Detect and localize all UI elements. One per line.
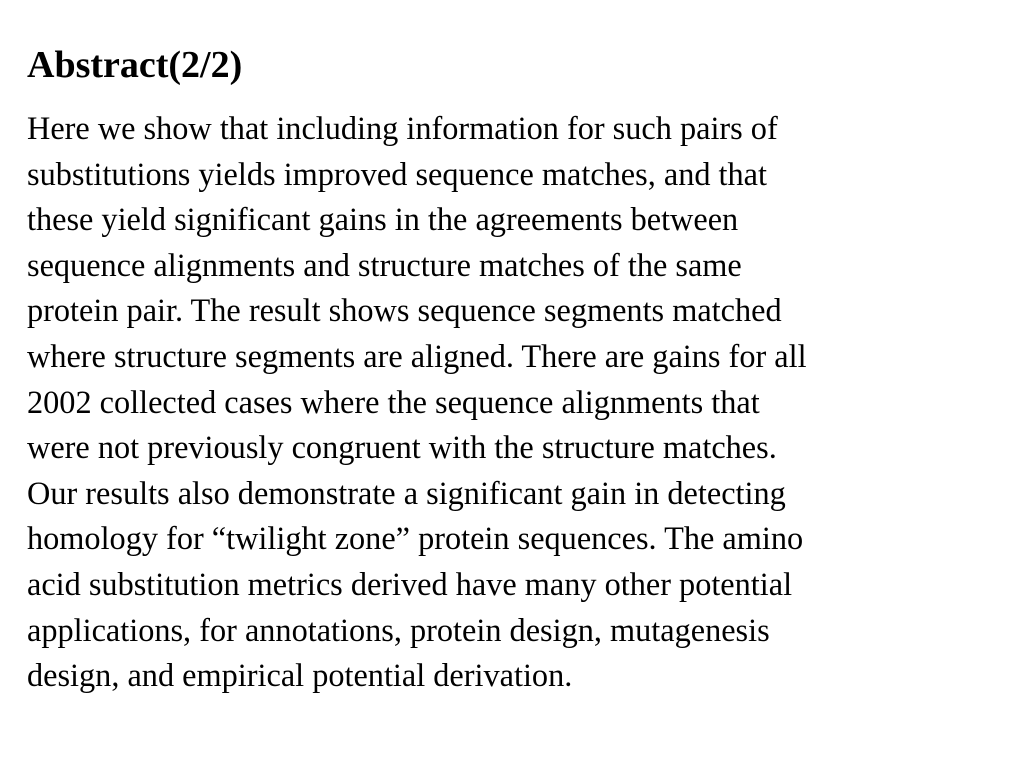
abstract-paragraph	[27, 106, 1002, 699]
abstract-line: sequence alignments and structure matches of the same	[27, 246, 742, 283]
abstract-line: were not previously congruent with the structure matches.	[27, 429, 777, 466]
abstract-line: applications, for annotations, protein design, mutagenesis	[27, 611, 770, 648]
abstract-line: where structure segments are aligned. There are gains for all	[27, 337, 807, 374]
abstract-line: substitutions yields improved sequence matches, and that	[27, 155, 767, 192]
slide-title: Abstract(2/2)	[27, 44, 243, 86]
abstract-line: design, and empirical potential derivation.	[27, 657, 573, 694]
abstract-line: Here we show that including information for such pairs of	[27, 110, 778, 146]
abstract-line: 2002 collected cases where the sequence alignments that	[27, 383, 760, 420]
abstract-line: homology for “twilight zone” protein sequences. The amino	[27, 520, 804, 557]
abstract-line: protein pair. The result shows sequence segments matched	[27, 292, 782, 329]
abstract-line: these yield significant gains in the agreements between	[27, 201, 739, 238]
abstract-line: acid substitution metrics derived have many other potential	[27, 565, 793, 602]
abstract-line: Our results also demonstrate a significant gain in detecting	[27, 474, 786, 511]
